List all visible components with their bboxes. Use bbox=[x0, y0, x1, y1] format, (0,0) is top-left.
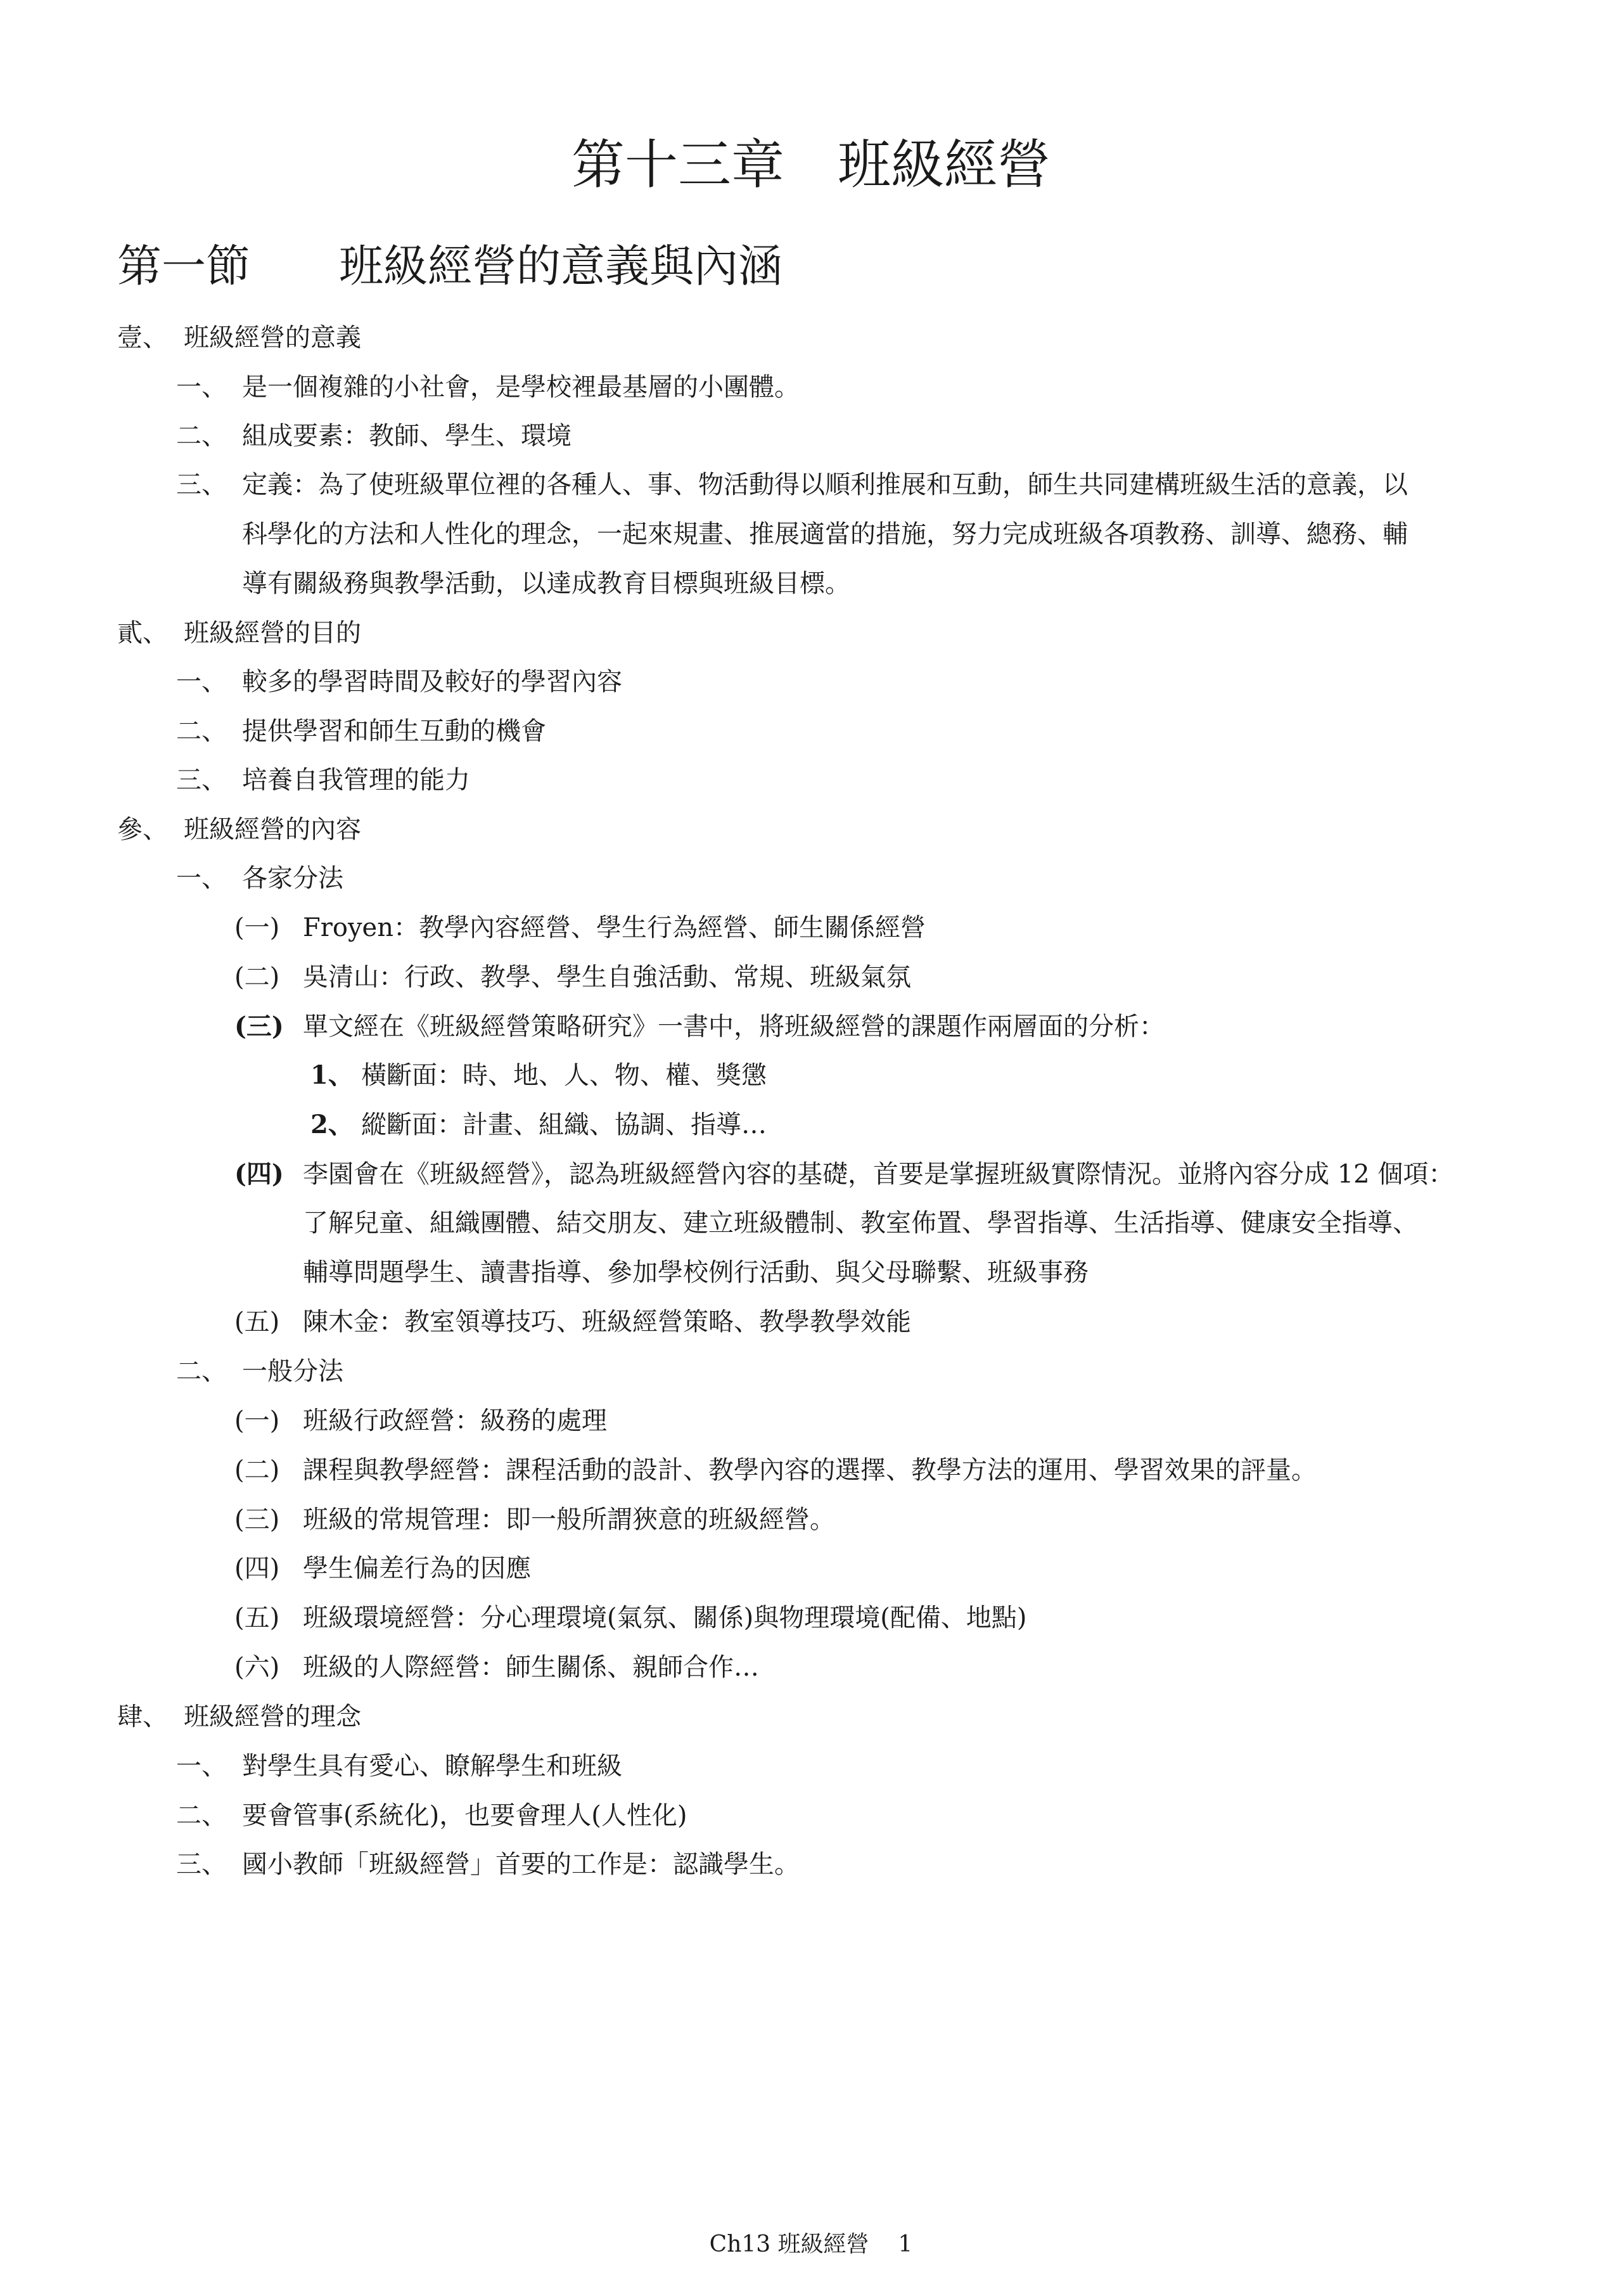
outline-text: 要會管事(系統化)，也要會理人(人性化) bbox=[242, 1801, 687, 1830]
outline-label: (二) bbox=[234, 1456, 280, 1485]
outline-text: 單文經在《班級經營策略研究》一書中，將班級經營的課題作兩層面的分析： bbox=[303, 1012, 1165, 1041]
outline-text: 班級經營的理念 bbox=[184, 1702, 361, 1731]
outline-text: 課程與教學經營：課程活動的設計、教學內容的選擇、教學方法的運用、學習效果的評量。 bbox=[303, 1456, 1317, 1485]
outline-text: 了解兒童、組織團體、結交朋友、建立班級體制、教室佈置、學習指導、生活指導、健康安全指導、 bbox=[303, 1209, 1418, 1238]
outline-label: 壹、 bbox=[117, 323, 168, 352]
outline-label: (一) bbox=[234, 913, 280, 942]
outline-label: 1、 bbox=[310, 1060, 354, 1090]
outline-text: 是一個複雜的小社會，是學校裡最基層的小團體。 bbox=[242, 373, 800, 402]
outline-text: Froyen：教學內容經營、學生行為經營、師生關係經營 bbox=[303, 913, 926, 942]
outline-label: 二、 bbox=[176, 1801, 227, 1830]
outline-text: 提供學習和師生互動的機會 bbox=[242, 717, 546, 746]
outline-text: 定義：為了使班級單位裡的各種人、事、物活動得以順利推展和互動，師生共同建構班級生活的意義，以 bbox=[242, 470, 1408, 499]
outline-text: 班級經營的內容 bbox=[184, 815, 361, 844]
outline-label: 一、 bbox=[176, 1752, 227, 1781]
outline-label: 三、 bbox=[176, 1850, 227, 1879]
outline-label: (一) bbox=[234, 1406, 280, 1435]
outline-label: 貳、 bbox=[117, 619, 168, 648]
outline-label: 一、 bbox=[176, 667, 227, 696]
outline-label: 三、 bbox=[176, 470, 227, 499]
outline-text: 橫斷面：時、地、人、物、權、獎懲 bbox=[361, 1061, 767, 1090]
outline-label: 一、 bbox=[176, 864, 227, 893]
outline-text: 國小教師「班級經營」首要的工作是：認識學生。 bbox=[242, 1850, 800, 1879]
outline-text: 班級的人際經營：師生關係、親師合作… bbox=[303, 1653, 759, 1682]
outline-text: 培養自我管理的能力 bbox=[242, 766, 470, 795]
outline-text: 班級經營的目的 bbox=[184, 619, 361, 648]
outline-text: 科學化的方法和人性化的理念，一起來規畫、推展適當的措施，努力完成班級各項教務、訓導、總務、輔 bbox=[242, 520, 1408, 549]
outline-text: 陳木金：教室領導技巧、班級經營策略、教學教學效能 bbox=[303, 1307, 911, 1337]
page-footer bbox=[0, 2231, 1622, 2259]
outline-label: 一、 bbox=[176, 373, 227, 402]
outline-text: 班級環境經營：分心理環境(氣氛、關係)與物理環境(配備、地點) bbox=[303, 1603, 1027, 1632]
outline-text: 班級行政經營：級務的處理 bbox=[303, 1406, 607, 1435]
outline-text: 吳清山：行政、教學、學生自強活動、常規、班級氣氛 bbox=[303, 963, 911, 992]
outline-label: (六) bbox=[234, 1653, 280, 1682]
outline-label: (五) bbox=[234, 1603, 280, 1632]
chapter-title: 第十三章 班級經營 bbox=[571, 134, 1050, 196]
section-title: 第一節 班級經營的意義與內涵 bbox=[117, 240, 782, 292]
outline-text: 學生偏差行為的因應 bbox=[303, 1554, 531, 1583]
outline-label: (三) bbox=[234, 1011, 284, 1041]
outline-label: (二) bbox=[234, 963, 280, 992]
outline-text: 縱斷面：計畫、組織、協調、指導… bbox=[361, 1110, 767, 1139]
outline-label: 肆、 bbox=[117, 1702, 168, 1731]
outline-label: 二、 bbox=[176, 717, 227, 746]
outline-text: 各家分法 bbox=[242, 864, 343, 893]
outline-text: 導有關級務與教學活動，以達成教育目標與班級目標。 bbox=[242, 569, 850, 598]
outline-text: 輔導問題學生、讀書指導、參加學校例行活動、與父母聯繫、班級事務 bbox=[303, 1258, 1089, 1287]
page-number: 1 bbox=[898, 2231, 913, 2257]
outline-label: (三) bbox=[234, 1505, 280, 1534]
outline-text: 班級的常規管理：即一般所謂狹意的班級經營。 bbox=[303, 1505, 835, 1534]
outline-text: 組成要素：教師、學生、環境 bbox=[242, 421, 572, 451]
outline-label: 二、 bbox=[176, 1357, 227, 1386]
outline-label: (四) bbox=[234, 1159, 284, 1189]
outline-label: 2、 bbox=[310, 1110, 354, 1139]
outline-label: (五) bbox=[234, 1307, 280, 1337]
outline-text: 較多的學習時間及較好的學習內容 bbox=[242, 667, 622, 696]
outline-text: 班級經營的意義 bbox=[184, 323, 361, 352]
outline-label: 參、 bbox=[117, 815, 168, 844]
outline-text: 李園會在《班級經營》，認為班級經營內容的基礎，首要是掌握班級實際情況。並將內容分成 12 個項： bbox=[303, 1160, 1454, 1189]
outline-label: 三、 bbox=[176, 766, 227, 795]
outline-text: 對學生具有愛心、瞭解學生和班級 bbox=[242, 1752, 622, 1781]
outline-text: 一般分法 bbox=[242, 1357, 343, 1386]
outline-label: (四) bbox=[234, 1554, 280, 1583]
outline-label: 二、 bbox=[176, 421, 227, 451]
footer-chapter: Ch13 班級經營 bbox=[709, 2231, 869, 2257]
